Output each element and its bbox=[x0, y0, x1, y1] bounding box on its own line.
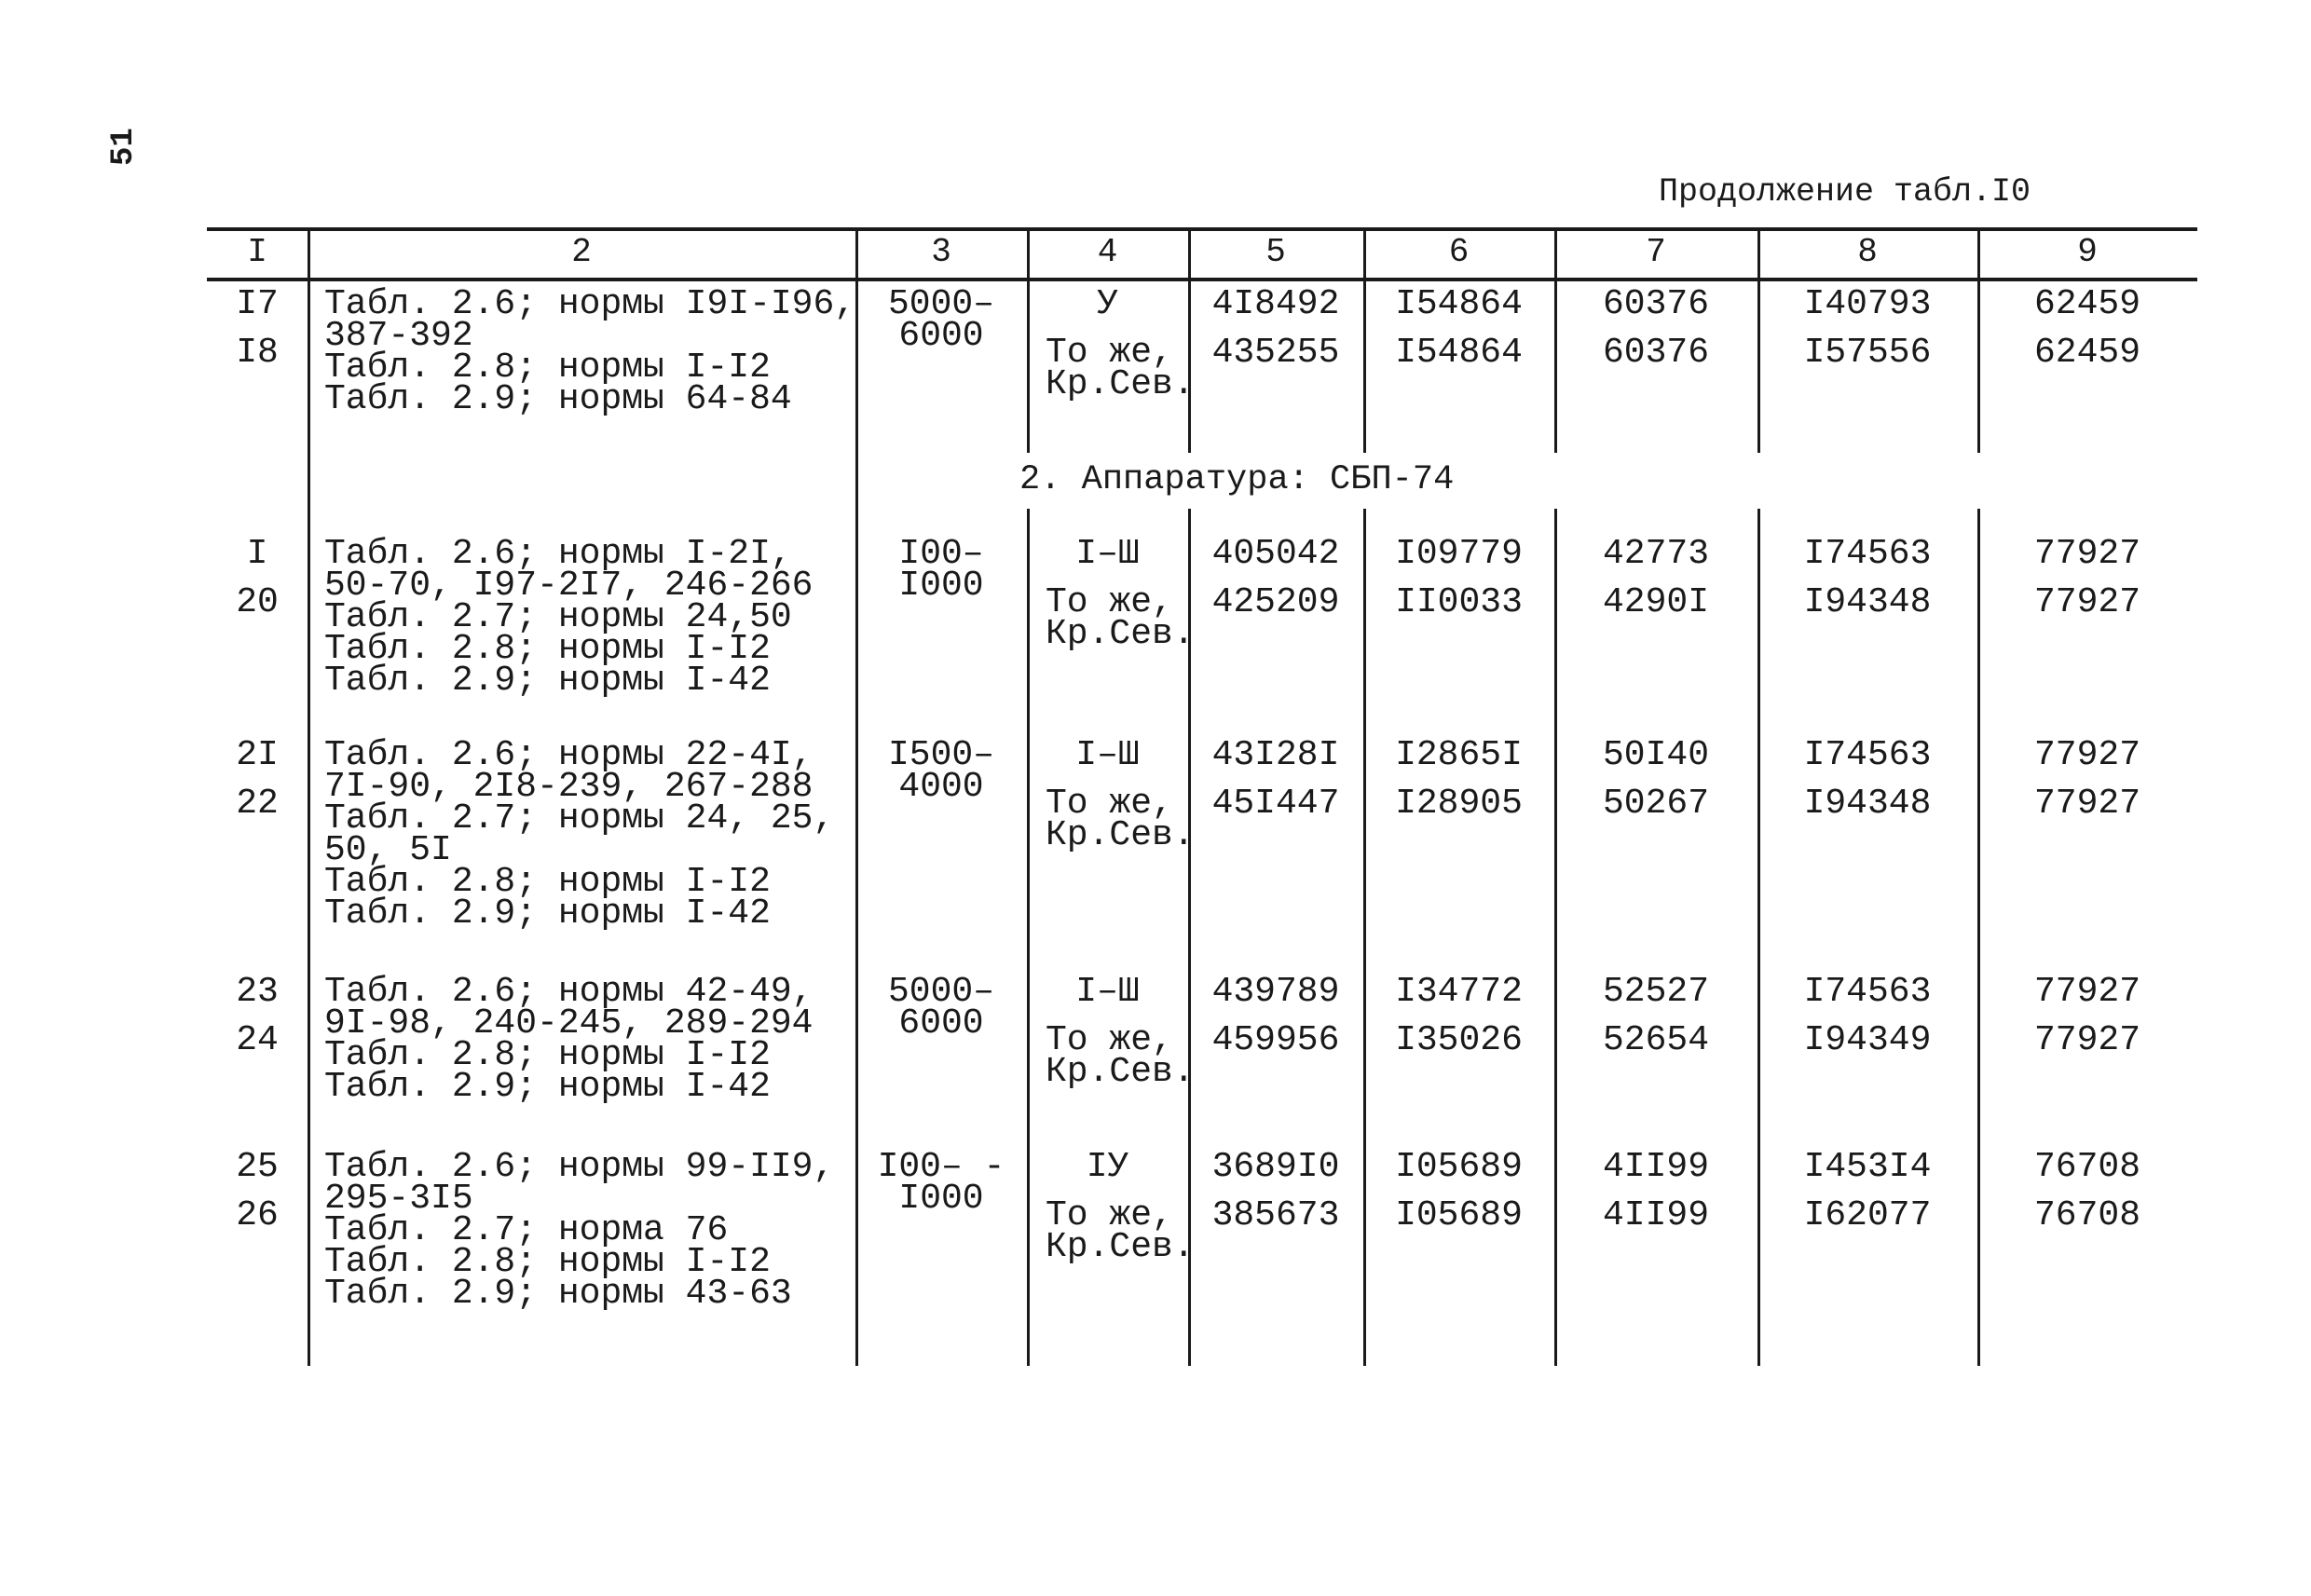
table-cell: 76708 bbox=[2033, 1147, 2141, 1187]
table-cell: I05689 bbox=[1395, 1195, 1523, 1235]
table-cell: I05689 bbox=[1395, 1147, 1523, 1187]
table-cell: 50I40 bbox=[1602, 735, 1710, 775]
row-number: 24 bbox=[236, 1020, 279, 1060]
zone-label: То же, Кр.Сев. bbox=[1046, 784, 1195, 855]
zone-label: То же, Кр.Сев. bbox=[1046, 333, 1195, 404]
header-bottom-rule bbox=[207, 278, 2197, 281]
table-continuation-title: Продолжение табл.I0 bbox=[1659, 173, 2031, 211]
table-cell: 43I28I bbox=[1211, 735, 1340, 775]
table-cell: I40793 bbox=[1803, 284, 1932, 324]
table-row-group bbox=[0, 735, 2311, 945]
zone-label: I–Ш bbox=[1075, 534, 1140, 574]
table-cell: 435255 bbox=[1211, 333, 1340, 373]
table-cell: 405042 bbox=[1211, 534, 1340, 574]
column-header: I bbox=[247, 233, 267, 271]
table-cell: I28905 bbox=[1395, 784, 1523, 824]
table-cell: I74563 bbox=[1803, 972, 1932, 1012]
table-cell: 459956 bbox=[1211, 1020, 1340, 1060]
zone-label: I–Ш bbox=[1075, 735, 1140, 775]
norms-description: Табл. 2.6; нормы I9I-I96, 387-392 Табл. 2.8; нормы I-I2 Табл. 2.9; нормы 64-84 bbox=[324, 284, 856, 419]
table-cell: I94349 bbox=[1803, 1020, 1932, 1060]
table-cell: I74563 bbox=[1803, 735, 1932, 775]
table-cell: I34772 bbox=[1395, 972, 1523, 1012]
table-cell: II0033 bbox=[1395, 582, 1523, 622]
table-row-group bbox=[0, 284, 2311, 457]
zone-label: То же, Кр.Сев. bbox=[1046, 582, 1195, 654]
value-range: I00– I000 bbox=[898, 534, 984, 606]
table-cell: 52527 bbox=[1602, 972, 1710, 1012]
table-cell: I453I4 bbox=[1803, 1147, 1932, 1187]
row-number: 26 bbox=[236, 1195, 279, 1235]
table-row-group bbox=[0, 1147, 2311, 1338]
column-header: 5 bbox=[1265, 233, 1286, 271]
table-cell: 45I447 bbox=[1211, 784, 1340, 824]
row-number: 20 bbox=[236, 582, 279, 622]
value-range: 5000– 6000 bbox=[887, 972, 995, 1044]
table-cell: I09779 bbox=[1395, 534, 1523, 574]
column-header: 9 bbox=[2077, 233, 2098, 271]
row-number: I7 bbox=[236, 284, 279, 324]
table-cell: I35026 bbox=[1395, 1020, 1523, 1060]
column-header: 3 bbox=[931, 233, 951, 271]
table-cell: I57556 bbox=[1803, 333, 1932, 373]
table-cell: 385673 bbox=[1211, 1195, 1340, 1235]
row-number: 2I bbox=[236, 735, 279, 775]
column-header: 4 bbox=[1097, 233, 1118, 271]
table-row-group bbox=[0, 972, 2311, 1144]
table-cell: 62459 bbox=[2033, 333, 2141, 373]
table-cell: 42773 bbox=[1602, 534, 1710, 574]
table-row-group bbox=[0, 534, 2311, 716]
value-range: I00– - I000 bbox=[877, 1147, 1005, 1219]
norms-description: Табл. 2.6; нормы 22-4I, 7I-90, 2I8-239, 267-288 Табл. 2.7; нормы 24, 25, 50, 5I Табл. 2.8; нормы I-I2 Табл. 2.9; нормы I-42 bbox=[324, 735, 835, 934]
table-cell: 77927 bbox=[2033, 735, 2141, 775]
table-cell: 77927 bbox=[2033, 972, 2141, 1012]
table-cell: 4II99 bbox=[1602, 1195, 1710, 1235]
table-cell: 76708 bbox=[2033, 1195, 2141, 1235]
zone-label: То же, Кр.Сев. bbox=[1046, 1195, 1195, 1267]
zone-label: I–Ш bbox=[1075, 972, 1140, 1012]
page-number: 51 bbox=[106, 128, 142, 166]
norms-description: Табл. 2.6; нормы 42-49, 9I-98, 240-245, 289-294 Табл. 2.8; нормы I-I2 Табл. 2.9; нормы I-42 bbox=[324, 972, 814, 1107]
table-cell: 60376 bbox=[1602, 284, 1710, 324]
row-number: 25 bbox=[236, 1147, 279, 1187]
table-cell: 50267 bbox=[1602, 784, 1710, 824]
table-cell: 77927 bbox=[2033, 1020, 2141, 1060]
table-cell: 62459 bbox=[2033, 284, 2141, 324]
row-number: 22 bbox=[236, 784, 279, 824]
table-cell: I62077 bbox=[1803, 1195, 1932, 1235]
table-cell: 3689I0 bbox=[1211, 1147, 1340, 1187]
table-cell: 77927 bbox=[2033, 534, 2141, 574]
table-cell: 439789 bbox=[1211, 972, 1340, 1012]
table-cell: I54864 bbox=[1395, 284, 1523, 324]
table-cell: I94348 bbox=[1803, 582, 1932, 622]
norms-description: Табл. 2.6; нормы I-2I, 50-70, I97-2I7, 246-266 Табл. 2.7; нормы 24,50 Табл. 2.8; нормы I-I2 Табл. 2.9; нормы I-42 bbox=[324, 534, 814, 701]
row-number: I bbox=[246, 534, 268, 574]
zone-label: IУ bbox=[1086, 1147, 1129, 1187]
zone-label: У bbox=[1097, 284, 1118, 324]
table-cell: 77927 bbox=[2033, 582, 2141, 622]
column-header: 6 bbox=[1448, 233, 1470, 271]
zone-label: То же, Кр.Сев. bbox=[1046, 1020, 1195, 1092]
column-header: 8 bbox=[1857, 233, 1878, 271]
value-range: 5000– 6000 bbox=[887, 284, 995, 356]
table-cell: 4I8492 bbox=[1211, 284, 1340, 324]
section-title: 2. Аппаратура: СБП-74 bbox=[1019, 460, 1455, 499]
row-number: 23 bbox=[236, 972, 279, 1012]
table-top-rule bbox=[207, 227, 2197, 231]
table-cell: 425209 bbox=[1211, 582, 1340, 622]
table-cell: I94348 bbox=[1803, 784, 1932, 824]
table-cell: 60376 bbox=[1602, 333, 1710, 373]
table-cell: I74563 bbox=[1803, 534, 1932, 574]
table-cell: 4290I bbox=[1602, 582, 1710, 622]
table-cell: 4II99 bbox=[1602, 1147, 1710, 1187]
table-cell: 77927 bbox=[2033, 784, 2141, 824]
norms-description: Табл. 2.6; нормы 99-II9, 295-3I5 Табл. 2.7; норма 76 Табл. 2.8; нормы I-I2 Табл. 2.9; нормы 43-63 bbox=[324, 1147, 835, 1314]
table-cell: 52654 bbox=[1602, 1020, 1710, 1060]
value-range: I500– 4000 bbox=[887, 735, 995, 807]
column-header: 2 bbox=[571, 233, 592, 271]
table-cell: I2865I bbox=[1395, 735, 1523, 775]
row-number: I8 bbox=[236, 333, 279, 373]
table-cell: I54864 bbox=[1395, 333, 1523, 373]
column-header: 7 bbox=[1646, 233, 1666, 271]
